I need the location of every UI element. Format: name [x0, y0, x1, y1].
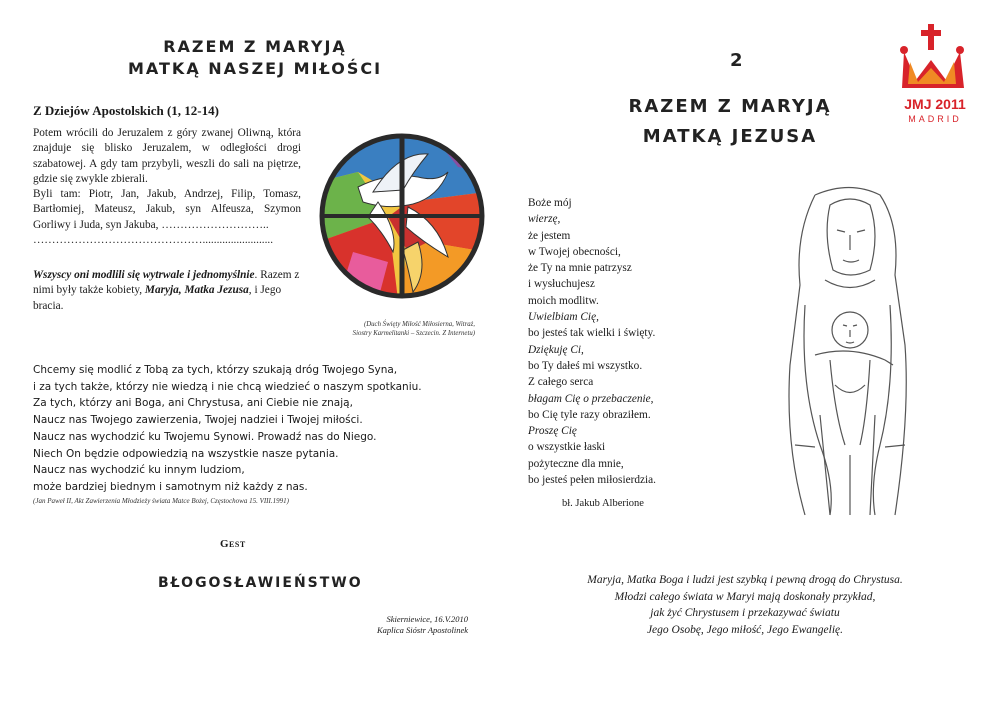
- main-prayer: [33, 362, 453, 496]
- stained-glass-image: [318, 132, 486, 300]
- motto-line: Młodzi całego świata w Maryi mają doskonały przykład,: [614, 590, 876, 603]
- poem-line: moich modlitw.: [528, 294, 599, 307]
- place-line1: Skierniewice, 16.V.2010: [386, 614, 468, 624]
- poem-line: błagam Cię o przebaczenie,: [528, 392, 654, 405]
- reading-heading: Z Dziejów Apostolskich (1, 12-14): [33, 103, 219, 118]
- prayer-line: może bardziej biednym i samotnym niż każdy z nas.: [33, 480, 308, 493]
- poem-author: bł. Jakub Alberione: [562, 498, 644, 509]
- poem-line: o wszystkie łaski: [528, 441, 606, 454]
- motto: [560, 572, 930, 638]
- poem-line: bo Ty dałeś mi wszystko.: [528, 359, 643, 372]
- prayer-rest-2: , i Jego bracia.: [33, 284, 282, 312]
- poem-line: Dziękuję Ci,: [528, 343, 584, 356]
- poem: [528, 195, 728, 488]
- prayer-rest-1: . Razem z nimi były także kobiety,: [33, 269, 300, 297]
- right-title-line2: MATKĄ JEZUSA: [642, 126, 818, 147]
- poem-line: i wysłuchujesz: [528, 278, 595, 291]
- prayer-line: Za tych, którzy ani Boga, ani Chrystusa, ani Ciebie nie znają,: [33, 397, 353, 410]
- jmj-logo: [890, 22, 980, 132]
- reading-prayer: [33, 268, 301, 314]
- poem-line: bo jesteś tak wielki i święty.: [528, 327, 656, 340]
- poem-line: Proszę Cię: [528, 425, 577, 438]
- poem-line: Boże mój: [528, 197, 572, 209]
- reading-dots: ……………………………………….........................: [33, 234, 274, 247]
- motto-line: Jego Osobę, Jego miłość, Jego Ewangelię.: [646, 623, 844, 636]
- right-title-line1: RAZEM Z MARYJĄ: [628, 96, 832, 117]
- madonna-drawing: [775, 185, 925, 520]
- blessing-heading: BŁOGOSŁAWIEŃSTWO: [158, 575, 363, 591]
- poem-line: Uwielbiam Cię,: [528, 311, 599, 324]
- poem-line: bo Cię tyle razy obraziłem.: [528, 408, 651, 421]
- poem-line: Z całego serca: [528, 376, 594, 389]
- right-title: [600, 92, 860, 152]
- motto-line: jak żyć Chrystusem i przekazywać światu: [650, 607, 840, 619]
- prayer-line: Niech On będzie odpowiedzią na wszystkie nasze pytania.: [33, 447, 339, 460]
- prayer-names: Maryja, Matka Jezusa: [144, 284, 249, 297]
- motto-line: Maryja, Matka Boga i ludzi jest szybką i pewną drogą do Chrystusa.: [587, 574, 903, 586]
- poem-line: pożyteczne dla mnie,: [528, 457, 624, 470]
- poem-line: że Ty na mnie patrzysz: [528, 262, 632, 275]
- place-line2: Kaplica Sióstr Apostolinek: [377, 625, 468, 635]
- image-caption-line2: Siostry Karmelitanki – Szczecin. Z Internetu): [352, 330, 475, 337]
- prayer-line: Chcemy się modlić z Tobą za tych, którzy szukają dróg Twojego Syna,: [33, 364, 398, 376]
- reading-text: [33, 126, 301, 248]
- page-number: 2: [730, 50, 745, 71]
- prayer-line: Naucz nas wychodzić ku Twojemu Synowi. Prowadź nas do Niego.: [33, 430, 377, 443]
- prayer-line: i za tych także, którzy nie wiedzą i nie chcą wiedzieć o naszym spotkaniu.: [33, 380, 422, 393]
- reading-paragraph-2: Byli tam: Piotr, Jan, Jakub, Andrzej, Filip, Tomasz, Bartłomiej, Mateusz, Jakub, syn Alfeusza, Szymon Gorliwy i Juda, syn Jakuba, ………………………..: [33, 188, 301, 231]
- left-title: [90, 36, 420, 80]
- gest-heading: Gest: [220, 538, 246, 550]
- jmj-crown-icon: [890, 22, 980, 100]
- logo-text-2: MADRID: [908, 114, 962, 124]
- poem-line: w Twojej obecności,: [528, 245, 621, 258]
- image-caption-line1: (Duch Święty Miłość Miłosierna, Witraż,: [363, 321, 475, 328]
- main-prayer-source: (Jan Paweł II, Akt Zawierzenia Młodzieży świata Matce Bożej, Częstochowa 15. VIII.1991): [33, 497, 289, 505]
- poem-line: bo jesteś pełen miłosierdzia.: [528, 474, 656, 487]
- poem-line: wierzę,: [528, 213, 561, 226]
- reading-paragraph-1: Potem wrócili do Jeruzalem z góry zwanej Oliwną, która znajduje się blisko Jeruzalem, w odległości drogi szabatowej. A gdy tam przybyli, weszli do sali na piętrze, gdzie się zwykle zbierali.: [33, 127, 301, 185]
- prayer-line: Naucz nas wychodzić ku innym ludziom,: [33, 464, 245, 477]
- image-caption: [315, 320, 475, 338]
- prayer-line: Naucz nas Twojego zawierzenia, Twojej nadziei i Twojej miłości.: [33, 414, 363, 427]
- poem-line: że jestem: [528, 229, 571, 242]
- logo-text-1: JMJ 2011: [904, 96, 966, 112]
- left-title-line2: MATKĄ NASZEJ MIŁOŚCI: [127, 59, 383, 78]
- prayer-italic: Wszyscy oni modlili się wytrwale i jednomyślnie: [33, 269, 255, 281]
- left-title-line1: RAZEM Z MARYJĄ: [163, 37, 347, 56]
- place-date: [300, 614, 468, 636]
